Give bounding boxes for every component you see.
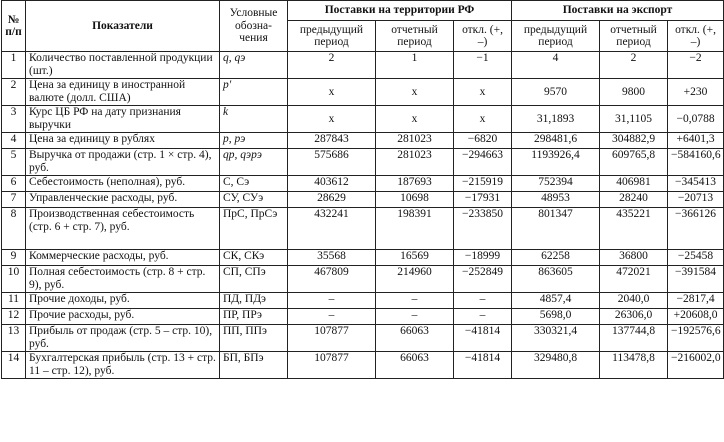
cell-rf-dev: −18999 <box>454 250 512 266</box>
cell-rf-dev: −41814 <box>454 325 512 352</box>
header-ex-dev: откл. (+, –) <box>668 21 724 52</box>
row-symbol: ПД, ПДэ <box>220 293 288 309</box>
table-row <box>2 192 724 208</box>
row-symbol: p, pэ <box>220 133 288 149</box>
cell-ex-dev: −216002,0 <box>668 352 724 379</box>
table-body <box>2 52 724 379</box>
cell-rf-prev: 432241 <box>288 208 376 250</box>
table-header <box>2 1 724 52</box>
cell-ex-curr: 2 <box>600 52 668 79</box>
table-row <box>2 133 724 149</box>
cell-rf-prev: 28629 <box>288 192 376 208</box>
row-label: Производственная себестоимость (стр. 6 + стр. 7), руб. <box>26 208 220 250</box>
row-no: 13 <box>2 325 26 352</box>
row-symbol: ПР, ПРэ <box>220 309 288 325</box>
cell-rf-dev: – <box>454 309 512 325</box>
table-row <box>2 325 724 352</box>
row-symbol: k <box>220 106 288 133</box>
row-no: 14 <box>2 352 26 379</box>
row-no: 12 <box>2 309 26 325</box>
cell-ex-curr: 435221 <box>600 208 668 250</box>
cell-ex-curr: 26306,0 <box>600 309 668 325</box>
cell-rf-prev: x <box>288 79 376 106</box>
cell-rf-prev: 467809 <box>288 266 376 293</box>
cell-ex-prev: 330321,4 <box>512 325 600 352</box>
cell-ex-dev: −584160,6 <box>668 149 724 176</box>
row-no: 7 <box>2 192 26 208</box>
header-ex-curr: отчетный период <box>600 21 668 52</box>
row-label: Управленческие расходы, руб. <box>26 192 220 208</box>
cell-rf-prev: 575686 <box>288 149 376 176</box>
cell-rf-curr: 281023 <box>376 133 454 149</box>
cell-rf-dev: −6820 <box>454 133 512 149</box>
table-row <box>2 79 724 106</box>
row-no: 9 <box>2 250 26 266</box>
cell-ex-dev: −0,0788 <box>668 106 724 133</box>
cell-ex-curr: 36800 <box>600 250 668 266</box>
table-row <box>2 52 724 79</box>
cell-ex-curr: 406981 <box>600 176 668 192</box>
cell-rf-dev: −294663 <box>454 149 512 176</box>
row-label: Бухгалтерская прибыль (стр. 13 + стр. 11 – стр. 12), руб. <box>26 352 220 379</box>
cell-ex-curr: 137744,8 <box>600 325 668 352</box>
row-symbol: СП, СПэ <box>220 266 288 293</box>
cell-rf-prev: – <box>288 293 376 309</box>
table-row <box>2 250 724 266</box>
row-no: 2 <box>2 79 26 106</box>
cell-ex-prev: 5698,0 <box>512 309 600 325</box>
header-group-rf: Поставки на территории РФ <box>288 1 512 21</box>
cell-ex-curr: 9800 <box>600 79 668 106</box>
cell-ex-dev: +20608,0 <box>668 309 724 325</box>
cell-ex-dev: −345413 <box>668 176 724 192</box>
cell-rf-curr: 187693 <box>376 176 454 192</box>
cell-ex-dev: −25458 <box>668 250 724 266</box>
row-label: Прибыль от продаж (стр. 5 – стр. 10), руб. <box>26 325 220 352</box>
cell-ex-prev: 1193926,4 <box>512 149 600 176</box>
cell-rf-dev: −17931 <box>454 192 512 208</box>
row-symbol: p' <box>220 79 288 106</box>
header-symbol: Условные обозна-чения <box>220 1 288 52</box>
cell-rf-curr: x <box>376 79 454 106</box>
row-no: 3 <box>2 106 26 133</box>
cell-ex-prev: 863605 <box>512 266 600 293</box>
row-label: Полная себестоимость (стр. 8 + стр. 9), руб. <box>26 266 220 293</box>
cell-rf-prev: 107877 <box>288 325 376 352</box>
cell-rf-dev: −233850 <box>454 208 512 250</box>
cell-rf-curr: 66063 <box>376 352 454 379</box>
table-row <box>2 149 724 176</box>
row-label: Количество поставленной продукции (шт.) <box>26 52 220 79</box>
cell-rf-curr: x <box>376 106 454 133</box>
cell-rf-dev: −1 <box>454 52 512 79</box>
header-rf-curr: отчетный период <box>376 21 454 52</box>
header-no: № п/п <box>2 1 26 52</box>
table-row <box>2 352 724 379</box>
financial-table <box>1 0 724 379</box>
row-label: Прочие доходы, руб. <box>26 293 220 309</box>
table-row <box>2 106 724 133</box>
cell-ex-prev: 62258 <box>512 250 600 266</box>
cell-rf-prev: x <box>288 106 376 133</box>
row-symbol: С, Сэ <box>220 176 288 192</box>
cell-rf-curr: – <box>376 293 454 309</box>
cell-rf-dev: x <box>454 106 512 133</box>
cell-ex-prev: 752394 <box>512 176 600 192</box>
header-group-export: Поставки на экспорт <box>512 1 724 21</box>
cell-rf-prev: 107877 <box>288 352 376 379</box>
row-label: Курс ЦБ РФ на дату признания выручки <box>26 106 220 133</box>
cell-ex-curr: 2040,0 <box>600 293 668 309</box>
row-no: 5 <box>2 149 26 176</box>
row-no: 4 <box>2 133 26 149</box>
row-label: Коммерческие расходы, руб. <box>26 250 220 266</box>
cell-ex-prev: 329480,8 <box>512 352 600 379</box>
row-symbol: qp, qэpэ <box>220 149 288 176</box>
row-symbol: СУ, СУэ <box>220 192 288 208</box>
cell-rf-dev: – <box>454 293 512 309</box>
cell-ex-curr: 472021 <box>600 266 668 293</box>
cell-rf-dev: −41814 <box>454 352 512 379</box>
row-no: 1 <box>2 52 26 79</box>
cell-ex-curr: 113478,8 <box>600 352 668 379</box>
row-label: Выручка от продажи (стр. 1 × стр. 4), руб. <box>26 149 220 176</box>
row-symbol: БП, БПэ <box>220 352 288 379</box>
table-row <box>2 176 724 192</box>
cell-ex-prev: 801347 <box>512 208 600 250</box>
row-symbol: ПП, ППэ <box>220 325 288 352</box>
cell-rf-curr: 16569 <box>376 250 454 266</box>
cell-rf-prev: 2 <box>288 52 376 79</box>
cell-rf-prev: 403612 <box>288 176 376 192</box>
cell-ex-dev: −192576,6 <box>668 325 724 352</box>
row-symbol: q, qэ <box>220 52 288 79</box>
table-row <box>2 309 724 325</box>
cell-rf-curr: – <box>376 309 454 325</box>
cell-ex-prev: 9570 <box>512 79 600 106</box>
cell-ex-prev: 4857,4 <box>512 293 600 309</box>
table-row <box>2 293 724 309</box>
row-no: 6 <box>2 176 26 192</box>
cell-rf-dev: x <box>454 79 512 106</box>
cell-rf-prev: 35568 <box>288 250 376 266</box>
header-ex-prev: предыдущий период <box>512 21 600 52</box>
cell-ex-prev: 48953 <box>512 192 600 208</box>
row-no: 11 <box>2 293 26 309</box>
cell-ex-dev: +230 <box>668 79 724 106</box>
row-no: 8 <box>2 208 26 250</box>
row-symbol: ПрС, ПрСэ <box>220 208 288 250</box>
table-row <box>2 266 724 293</box>
row-label: Себестоимость (неполная), руб. <box>26 176 220 192</box>
row-label: Прочие расходы, руб. <box>26 309 220 325</box>
header-indicator: Показатели <box>26 1 220 52</box>
cell-ex-dev: −2817,4 <box>668 293 724 309</box>
cell-ex-dev: −2 <box>668 52 724 79</box>
row-symbol: СК, СКэ <box>220 250 288 266</box>
cell-ex-dev: −391584 <box>668 266 724 293</box>
cell-ex-dev: −20713 <box>668 192 724 208</box>
row-label: Цена за единицу в рублях <box>26 133 220 149</box>
row-label: Цена за единицу в иностранной валюте (долл. США) <box>26 79 220 106</box>
cell-rf-curr: 66063 <box>376 325 454 352</box>
cell-ex-curr: 609765,8 <box>600 149 668 176</box>
row-no: 10 <box>2 266 26 293</box>
table-row <box>2 208 724 250</box>
cell-ex-curr: 28240 <box>600 192 668 208</box>
cell-ex-prev: 4 <box>512 52 600 79</box>
cell-ex-dev: −366126 <box>668 208 724 250</box>
cell-rf-dev: −252849 <box>454 266 512 293</box>
cell-ex-dev: +6401,3 <box>668 133 724 149</box>
cell-rf-curr: 281023 <box>376 149 454 176</box>
cell-rf-curr: 1 <box>376 52 454 79</box>
cell-rf-curr: 198391 <box>376 208 454 250</box>
cell-rf-prev: 287843 <box>288 133 376 149</box>
cell-ex-prev: 31,1893 <box>512 106 600 133</box>
cell-ex-curr: 31,1105 <box>600 106 668 133</box>
cell-rf-dev: −215919 <box>454 176 512 192</box>
cell-ex-prev: 298481,6 <box>512 133 600 149</box>
cell-ex-curr: 304882,9 <box>600 133 668 149</box>
cell-rf-prev: – <box>288 309 376 325</box>
cell-rf-curr: 214960 <box>376 266 454 293</box>
cell-rf-curr: 10698 <box>376 192 454 208</box>
header-rf-prev: предыдущий период <box>288 21 376 52</box>
header-rf-dev: откл. (+, –) <box>454 21 512 52</box>
